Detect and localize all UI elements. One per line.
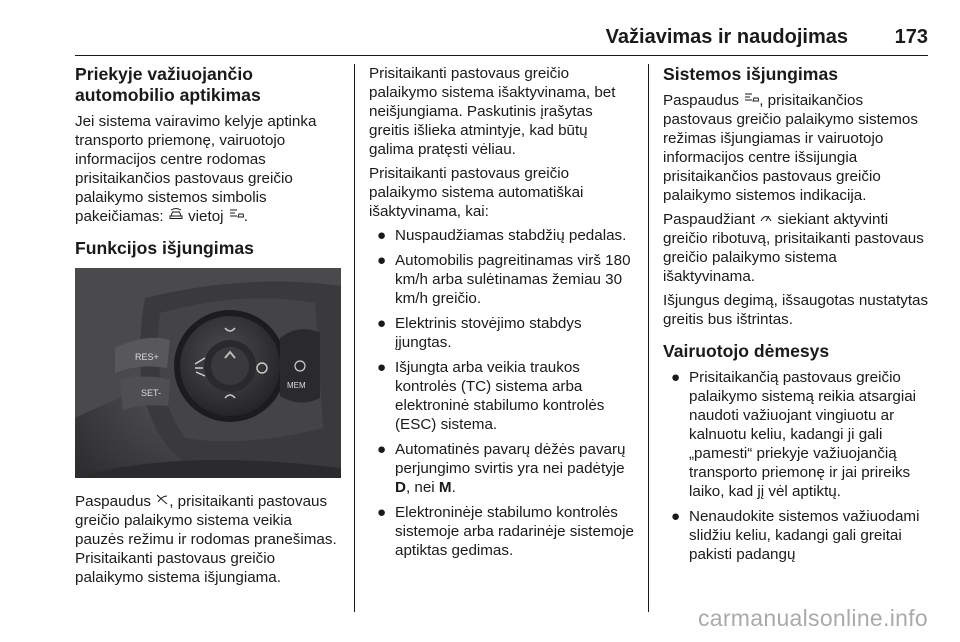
vehicle-detected-icon <box>168 207 184 226</box>
bullet: ● <box>671 369 681 386</box>
page-number: 173 <box>894 26 928 48</box>
paragraph: Išjungus degimą, išsaugotas nustatytas greitis bus ištrintas. <box>663 292 929 328</box>
list-item-text: Nenaudokite sistemos važiuodami slidžiu keliu, kadangi gali greitai pakisti padangų <box>689 508 920 563</box>
section-heading: Sistemos išjungimas <box>663 64 839 84</box>
text-run: Paspaudžiant <box>663 211 760 228</box>
bullet: ● <box>377 441 387 458</box>
column-3 <box>663 64 931 570</box>
list-item <box>369 251 634 308</box>
paragraph <box>75 112 345 226</box>
steering-wheel-controls-illustration <box>75 268 341 478</box>
list-item-text: Nuspaudžiamas stabdžių pedalas. <box>395 227 627 244</box>
bullet: ● <box>377 504 387 521</box>
paragraph: Prisitaikanti pastovaus greičio palaikymo sistema išaktyvinama, bet neišjungiama. Paskutinis įrašytas greitis išlieka atmintyje, kad būtų galima pratęsti vėliau. <box>369 65 616 158</box>
cruise-control-off-icon <box>743 91 759 110</box>
column-divider <box>648 64 649 612</box>
cruise-pause-icon <box>155 492 169 511</box>
list-item-text: Automobilis pagreitinamas virš 180 km/h arba sulėtinamas žemiau 30 km/h greičio. <box>395 252 631 307</box>
text-run: Paspaudus <box>663 92 744 109</box>
list-item <box>663 368 931 501</box>
column-2 <box>369 64 634 566</box>
list-item-text: Išjungta arba veikia traukos kontrolės (TC) sistema arba elektroninė stabilumo kontrolės (ESC) sistema. <box>395 359 605 433</box>
deactivation-conditions-list <box>369 226 634 560</box>
speed-limiter-icon <box>759 210 773 229</box>
watermark: carmanualsonline.info <box>697 605 928 631</box>
gear-m: M <box>438 479 452 496</box>
paragraph <box>75 492 345 587</box>
chapter-title: Važiavimas ir naudojimas <box>605 26 848 48</box>
column-divider <box>354 64 355 612</box>
bullet: ● <box>671 508 681 525</box>
res-plus-label: RES+ <box>135 352 159 362</box>
list-item <box>369 226 634 245</box>
text-run: , prisitaikanti pastovaus greičio palaikymo sistema veikia pauzės režimu ir rodomas pranešimas. Prisitaikanti pastovaus greičio palaikymo sistema išjungiama. <box>75 493 337 586</box>
text-run: Paspaudus <box>75 493 156 510</box>
list-item-text: Prisitaikančią pastovaus greičio palaikymo sistemą reikia atsargiai naudoti važiuojant vingiuotu ar kalnuotu keliu, kadangi ji gali „pamesti“ priekyje važiuojančią transporto priemonę ir jai prireiks laiko, kad jį vėl aptiktų. <box>689 369 917 500</box>
list-item-text: . <box>451 479 456 496</box>
driver-attention-list <box>663 368 931 564</box>
mem-label: MEM <box>287 381 306 390</box>
text-run: Jei sistema vairavimo kelyje aptinka transporto priemonę, vairuotojo informacijos centre rodomas prisitaikančios pastovaus greičio palaikymo sistemos simbolis pakeičiamas: <box>75 113 317 225</box>
text-run: siekiant aktyvinti greičio ribotuvą, prisitaikanti pastovaus greičio palaikymo sistema išaktyvinama. <box>663 211 924 285</box>
list-item-text: , nei <box>405 479 439 496</box>
list-item <box>369 503 634 560</box>
bullet: ● <box>377 359 387 376</box>
paragraph <box>663 91 931 205</box>
cruise-control-icon <box>228 207 244 226</box>
list-item <box>369 314 634 352</box>
list-item <box>369 358 634 434</box>
set-minus-label: SET- <box>141 388 162 398</box>
text-run: vietoj <box>183 208 228 225</box>
page-header <box>0 0 960 58</box>
section-heading: Priekyje važiuojančio automobilio aptikimas <box>75 64 261 105</box>
gear-d: D <box>395 479 406 496</box>
section-heading: Vairuotojo dėmesys <box>663 341 830 361</box>
list-item-text: Elektrinis stovėjimo stabdys įjungtas. <box>395 315 582 351</box>
paragraph: Prisitaikanti pastovaus greičio palaikymo sistema automatiškai išaktyvinama, kai: <box>369 165 584 220</box>
paragraph <box>663 210 931 286</box>
header-rule <box>75 55 928 56</box>
list-item-text: Automatinės pavarų dėžės pavarų perjungimo svirtis yra nei padėtyje <box>395 441 626 477</box>
list-item <box>369 440 634 497</box>
bullet: ● <box>377 227 387 244</box>
bullet: ● <box>377 315 387 332</box>
section-heading: Funkcijos išjungimas <box>75 238 254 258</box>
bullet: ● <box>377 252 387 269</box>
list-item <box>663 507 931 564</box>
list-item-text: Elektroninėje stabilumo kontrolės sistemoje arba radarinėje sistemoje aptiktas gedimas. <box>395 504 634 559</box>
column-1 <box>75 64 345 592</box>
text-run: , prisitaikančios pastovaus greičio palaikymo sistemos režimas išjungiamas ir vairuotojo informacijos centre išsijungia prisitaikančios pastovaus greičio palaikymo sistemos indikacija. <box>663 92 918 204</box>
text-run: . <box>243 208 248 225</box>
